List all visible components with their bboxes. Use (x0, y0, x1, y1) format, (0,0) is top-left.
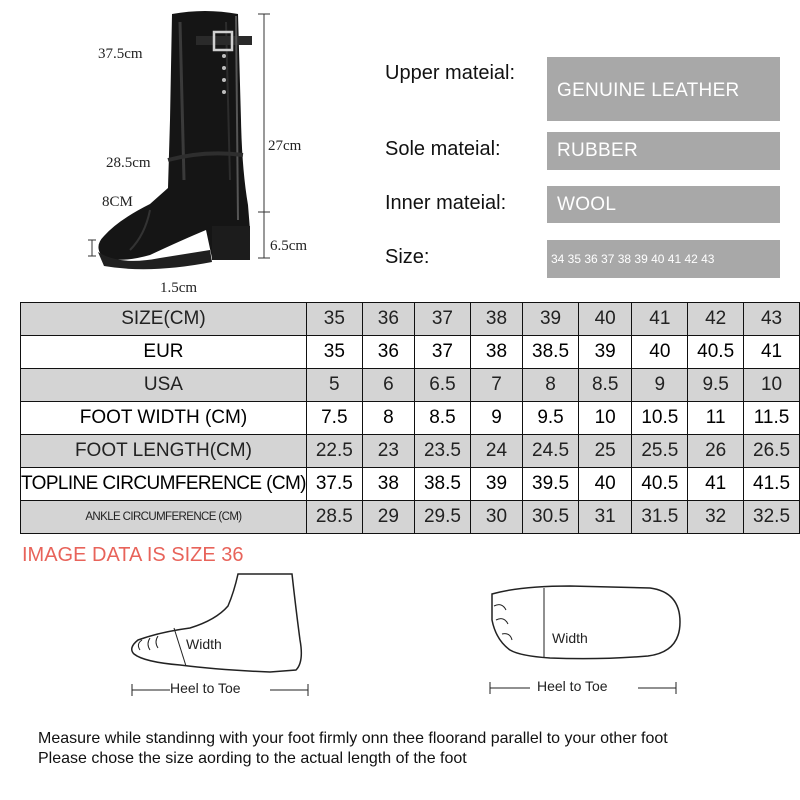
table-cell: 23.5 (415, 435, 471, 468)
table-cell: 43 (744, 303, 800, 336)
table-cell: 31.5 (632, 501, 688, 534)
table-cell: 32 (688, 501, 744, 534)
table-cell: 41 (744, 336, 800, 369)
upper-material-value: GENUINE LEATHER (547, 57, 780, 121)
table-cell: 38.5 (523, 336, 579, 369)
table-cell: 9 (470, 402, 522, 435)
table-cell: 40.5 (688, 336, 744, 369)
table-cell: 22.5 (306, 435, 362, 468)
row-header: EUR (21, 336, 307, 369)
table-cell: 35 (306, 303, 362, 336)
table-cell: 10 (578, 402, 631, 435)
row-header: ANKLE CIRCUMFERENCE (CM) (21, 501, 307, 534)
table-cell: 11.5 (744, 402, 800, 435)
ankle-dim: 28.5cm (106, 155, 151, 171)
table-row (21, 336, 800, 369)
foot-side-width-label: Width (186, 636, 222, 652)
sole-material-value: RUBBER (547, 132, 780, 170)
size-chart-table (20, 302, 800, 534)
table-cell: 41 (632, 303, 688, 336)
foot-sole-outline (480, 580, 690, 670)
table-cell: 9.5 (523, 402, 579, 435)
table-cell: 40 (632, 336, 688, 369)
table-cell: 38.5 (415, 468, 471, 501)
table-cell: 39 (470, 468, 522, 501)
row-header: TOPLINE CIRCUMFERENCE (CM) (21, 468, 307, 501)
table-cell: 38 (470, 336, 522, 369)
table-cell: 30 (470, 501, 522, 534)
sole-material-label: Sole mateial: (385, 138, 501, 160)
instruction-line-1: Measure while standinng with your foot firmly onn thee floorand parallel to your other foot (38, 730, 668, 747)
table-cell: 11 (688, 402, 744, 435)
table-cell: 6 (362, 369, 414, 402)
size-label: Size: (385, 246, 430, 268)
table-cell: 9 (632, 369, 688, 402)
table-row (21, 369, 800, 402)
table-cell: 26.5 (744, 435, 800, 468)
table-cell: 23 (362, 435, 414, 468)
topline-dim: 37.5cm (98, 46, 143, 62)
table-cell: 26 (688, 435, 744, 468)
boot-image (0, 0, 360, 300)
table-cell: 37 (415, 303, 471, 336)
table-cell: 31 (578, 501, 631, 534)
foot-sole-width-label: Width (552, 630, 588, 646)
front-dim: 1.5cm (160, 280, 198, 296)
table-cell: 40.5 (632, 468, 688, 501)
table-row (21, 468, 800, 501)
table-cell: 38 (470, 303, 522, 336)
foot-sole-length-label: Heel to Toe (537, 678, 608, 694)
inner-material-label: Inner mateial: (385, 192, 507, 214)
table-row (21, 402, 800, 435)
strap (196, 36, 252, 45)
table-cell: 41 (688, 468, 744, 501)
table-cell: 42 (688, 303, 744, 336)
table-cell: 39 (578, 336, 631, 369)
row-header: USA (21, 369, 307, 402)
table-cell: 8.5 (415, 402, 471, 435)
table-cell: 40 (578, 468, 631, 501)
row-header: SIZE(CM) (21, 303, 307, 336)
table-row (21, 501, 800, 534)
table-cell: 7 (470, 369, 522, 402)
table-cell: 25 (578, 435, 631, 468)
table-cell: 8 (362, 402, 414, 435)
table-cell: 8.5 (578, 369, 631, 402)
table-cell: 28.5 (306, 501, 362, 534)
foot-side-length-label: Heel to Toe (170, 680, 241, 696)
table-cell: 9.5 (688, 369, 744, 402)
table-cell: 37 (415, 336, 471, 369)
table-cell: 29 (362, 501, 414, 534)
table-cell: 24.5 (523, 435, 579, 468)
row-header: FOOT LENGTH(CM) (21, 435, 307, 468)
table-cell: 35 (306, 336, 362, 369)
table-cell: 10 (744, 369, 800, 402)
table-cell: 7.5 (306, 402, 362, 435)
shaft-height-dim: 27cm (268, 138, 302, 154)
table-cell: 39.5 (523, 468, 579, 501)
table-cell: 8 (523, 369, 579, 402)
table-row (21, 303, 800, 336)
table-cell: 36 (362, 303, 414, 336)
table-cell: 39 (523, 303, 579, 336)
platform-dim: 8CM (102, 194, 133, 210)
upper-material-label: Upper mateial: (385, 62, 516, 84)
image-data-note: IMAGE DATA IS SIZE 36 (22, 544, 244, 566)
table-cell: 36 (362, 336, 414, 369)
table-cell: 40 (578, 303, 631, 336)
table-cell: 6.5 (415, 369, 471, 402)
table-cell: 5 (306, 369, 362, 402)
row-header: FOOT WIDTH (CM) (21, 402, 307, 435)
table-cell: 37.5 (306, 468, 362, 501)
table-cell: 38 (362, 468, 414, 501)
boot-illustration (0, 0, 360, 300)
table-cell: 29.5 (415, 501, 471, 534)
table-cell: 10.5 (632, 402, 688, 435)
inner-material-value: WOOL (547, 186, 780, 223)
table-cell: 41.5 (744, 468, 800, 501)
table-cell: 30.5 (523, 501, 579, 534)
table-cell: 32.5 (744, 501, 800, 534)
table-cell: 25.5 (632, 435, 688, 468)
table-row (21, 435, 800, 468)
heel-height-dim: 6.5cm (270, 238, 308, 254)
table-cell: 24 (470, 435, 522, 468)
size-range-value: 34 35 36 37 38 39 40 41 42 43 (547, 240, 780, 278)
heel (212, 226, 250, 260)
instruction-line-2: Please chose the size aording to the actual length of the foot (38, 750, 467, 767)
